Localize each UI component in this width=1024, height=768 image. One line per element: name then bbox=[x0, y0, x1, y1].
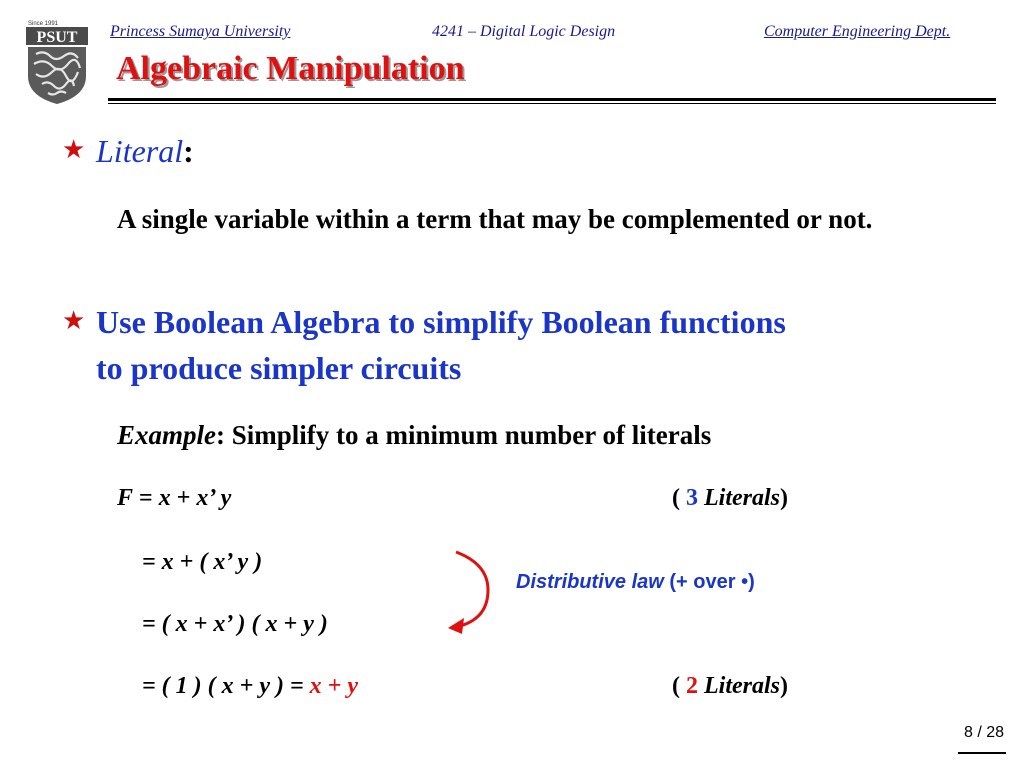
literal-count-3: ( 3 Literals) bbox=[672, 485, 788, 511]
law-name: Distributive law bbox=[516, 571, 664, 593]
example-label: Example bbox=[117, 420, 216, 450]
bullet-star-icon: ★ bbox=[62, 306, 86, 335]
count-value-3: 3 bbox=[686, 485, 698, 511]
slide-title: Algebraic Manipulation bbox=[116, 50, 465, 87]
bullet-simplify-line1: Use Boolean Algebra to simplify Boolean functions bbox=[96, 304, 786, 340]
eq-xprime: x’ bbox=[196, 485, 215, 511]
equation-line-2: = x + ( x’ y ) bbox=[142, 549, 263, 575]
page-number-rule bbox=[958, 752, 1006, 754]
equation-line-4 bbox=[142, 673, 358, 700]
curved-arrow-icon bbox=[444, 546, 500, 641]
header-course: 4241 – Digital Logic Design bbox=[432, 23, 616, 40]
literal-count-2: ( 2 Literals) bbox=[672, 673, 788, 699]
title-rule-thin bbox=[108, 103, 996, 104]
header-university[interactable]: Princess Sumaya University bbox=[110, 23, 291, 40]
literal-definition: A single variable within a term that may be complemented or not. bbox=[117, 204, 873, 234]
eq-y: y bbox=[214, 485, 232, 511]
eq-x: x bbox=[158, 485, 171, 511]
eq-equals: = bbox=[139, 485, 159, 511]
literal-colon: : bbox=[183, 133, 194, 169]
example-line bbox=[117, 420, 711, 451]
header-department[interactable]: Computer Engineering Dept. bbox=[764, 23, 951, 40]
eq-plus: + bbox=[170, 485, 197, 511]
eq4-result: x + y bbox=[309, 673, 358, 699]
university-logo bbox=[24, 18, 90, 106]
count-value-2: 2 bbox=[686, 673, 698, 699]
logo-since-text: Since 1991 bbox=[28, 21, 59, 27]
eq4-prefix: = ( 1 ) ( x + y ) = bbox=[142, 673, 310, 699]
equation-line-1 bbox=[117, 485, 231, 512]
law-detail: (+ over •) bbox=[669, 571, 755, 593]
logo-text: PSUT bbox=[36, 29, 78, 46]
literal-term: Literal bbox=[96, 133, 184, 169]
equation-line-3: = ( x + x’ ) ( x + y ) bbox=[142, 611, 328, 637]
title-rule-thick bbox=[108, 98, 996, 101]
page-number: 8 / 28 bbox=[963, 724, 1004, 741]
bullet-simplify-line2: to produce simpler circuits bbox=[96, 350, 462, 386]
literal-heading bbox=[96, 133, 194, 170]
distributive-law-annotation bbox=[516, 571, 755, 594]
example-text: : Simplify to a minimum number of literals bbox=[216, 420, 712, 450]
bullet-star-icon: ★ bbox=[62, 135, 86, 164]
eq-lhs: F bbox=[117, 485, 134, 511]
